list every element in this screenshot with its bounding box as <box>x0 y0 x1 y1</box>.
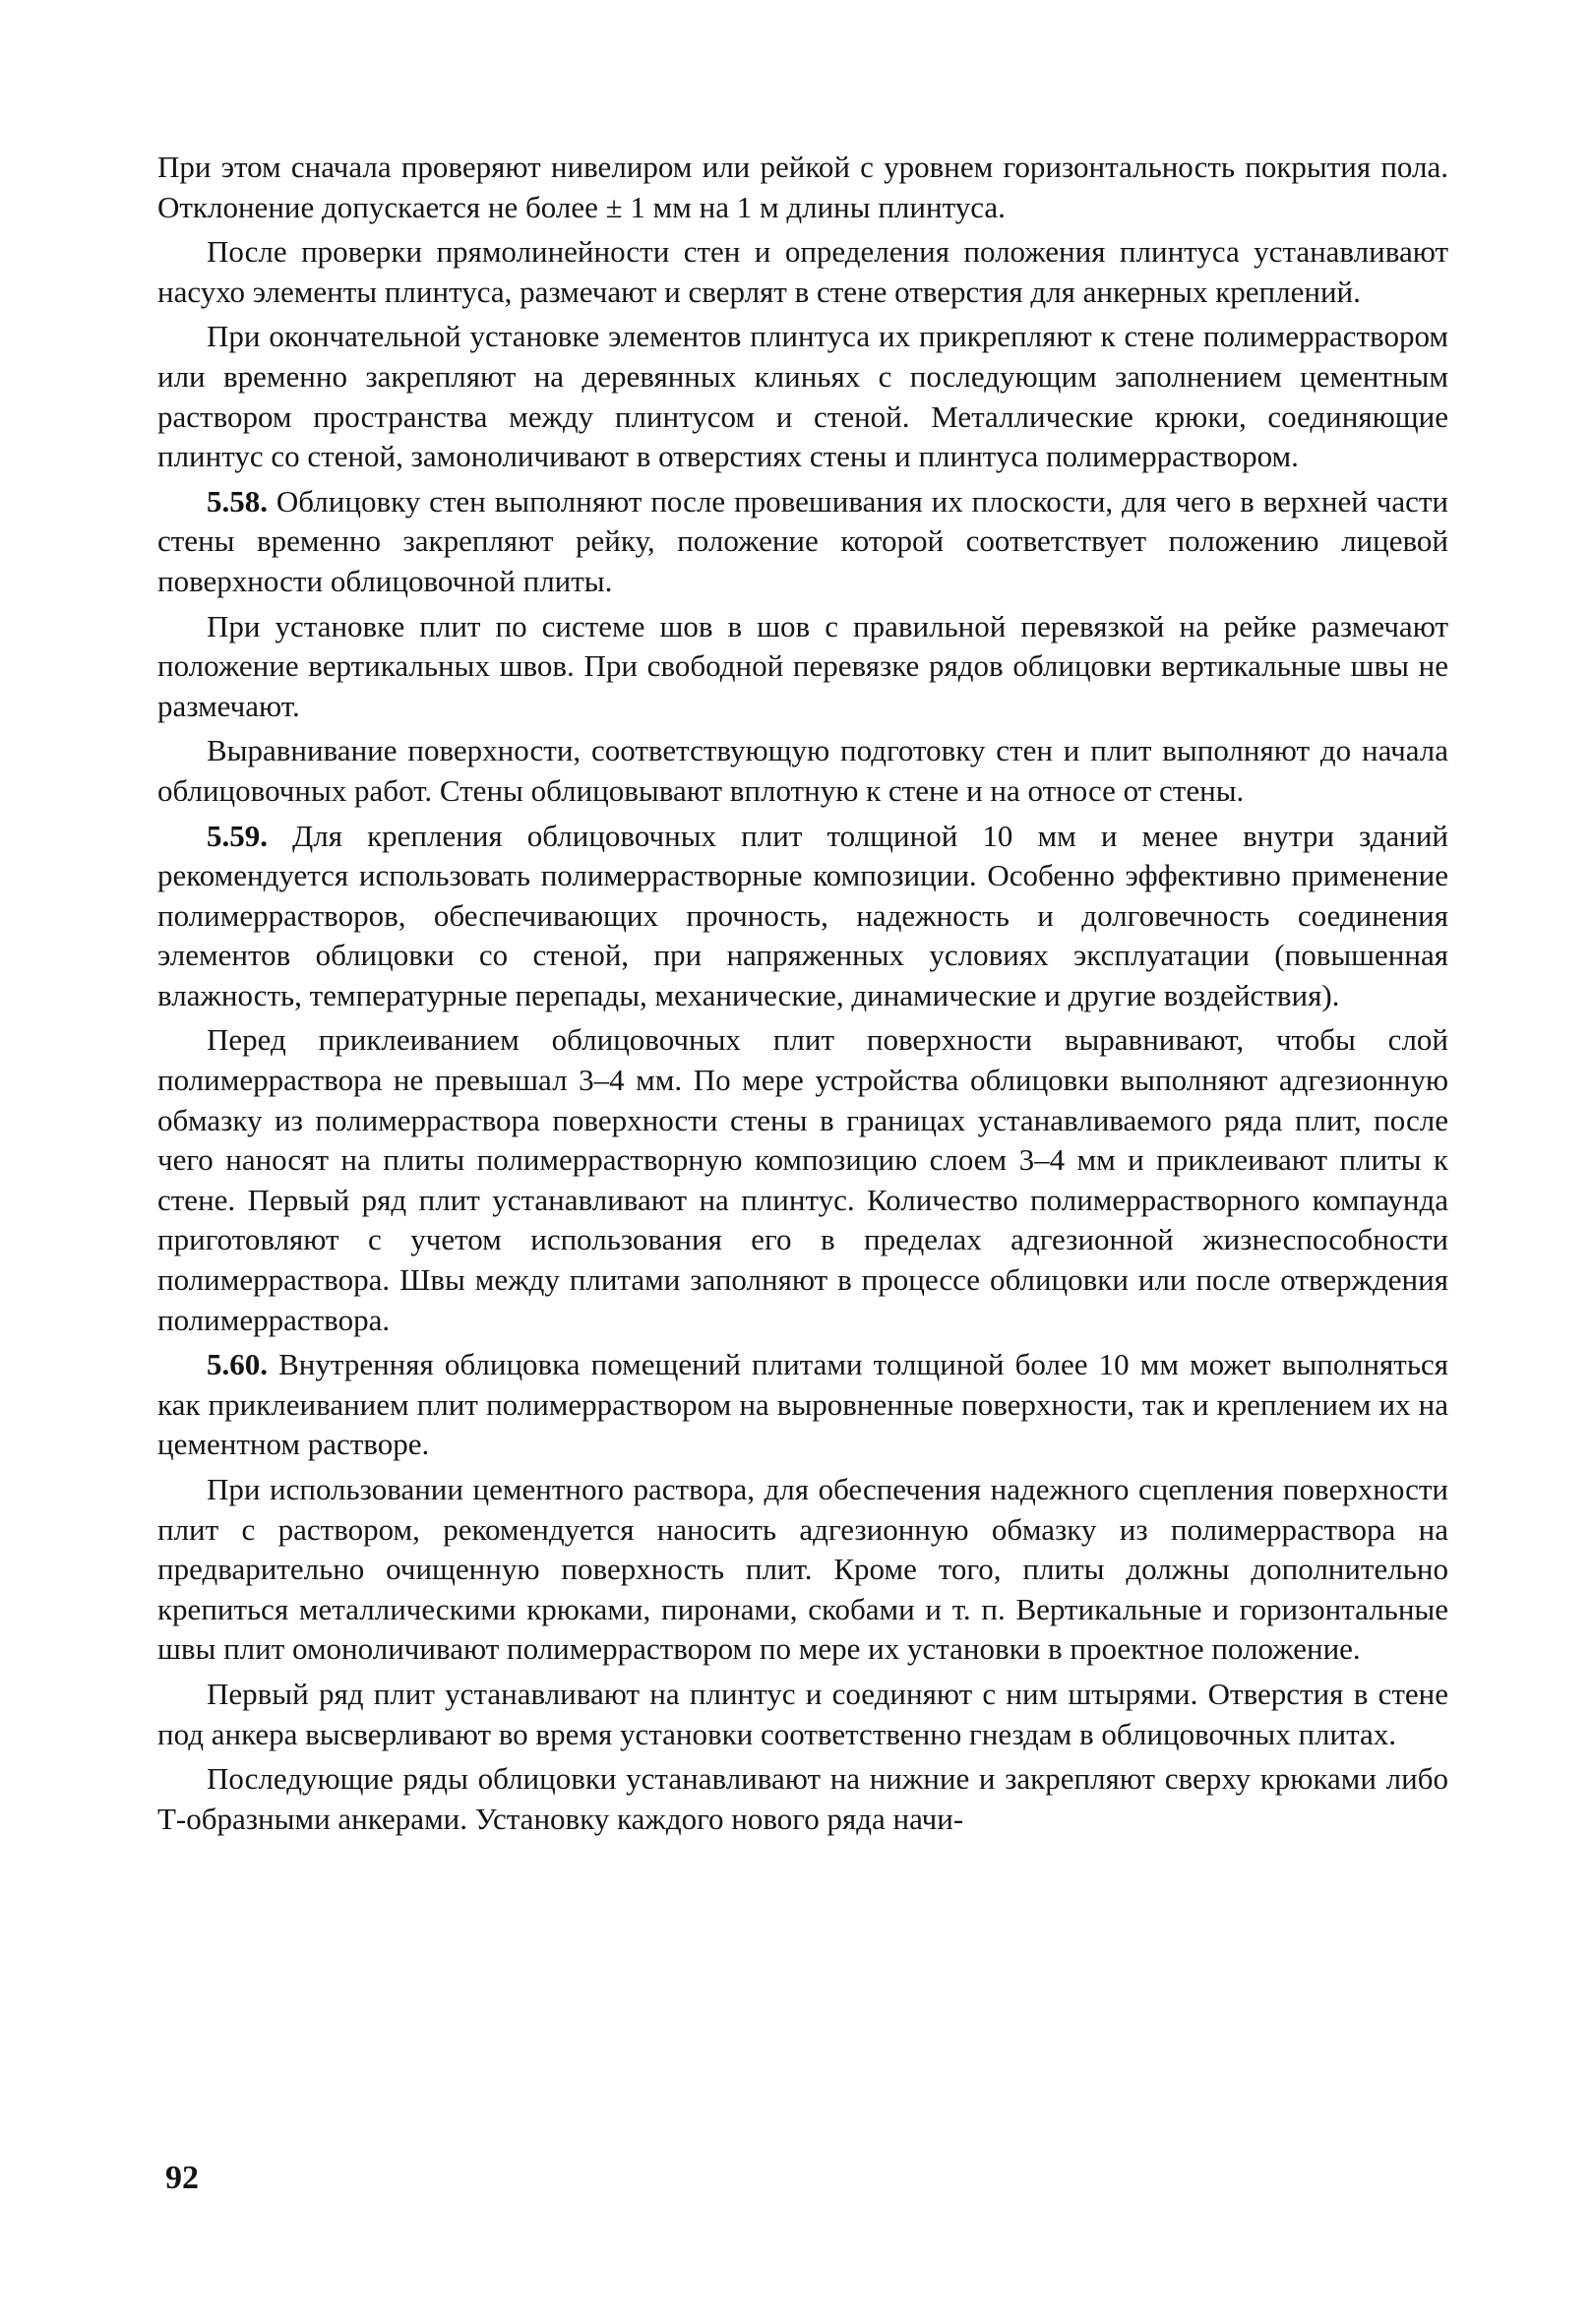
paragraph-text: Облицовку стен выполняют после провешивания их плоскости, для чего в верхней части стены временно закрепляют рейку, положение которой соответствует положению лицевой поверхности облицовочной плиты. <box>157 483 1448 598</box>
paragraph <box>157 607 1448 727</box>
paragraph <box>157 232 1448 312</box>
paragraph-text: При использовании цементного раствора, для обеспечения надежного сцепления поверхности плит с раствором, рекомендуется наносить адгезионную обмазку из полимерраствора на предварительно очищенную поверхность плит. Кроме того, плиты должны дополнительно крепиться металлическими крюками, пиронами, скобами и т. п. Вертикальные и горизонтальные швы плит омоноличивают полимерраствором по мере их установки в проектное положение. <box>157 1472 1448 1667</box>
paragraph <box>157 1470 1448 1670</box>
paragraph-text: Последующие ряды облицовки устанавливают на нижние и закрепляют сверху крюками либо Т-образными анкерами. Установку каждого нового ряда начи- <box>157 1761 1448 1836</box>
paragraph-text: Выравнивание поверхности, соответствующую подготовку стен и плит выполняют до начала облицовочных работ. Стены облицовывают вплотную к стене и на относе от стены. <box>157 733 1448 808</box>
section-number: 5.59. <box>207 818 268 853</box>
section-number: 5.58. <box>207 483 268 519</box>
paragraph <box>157 317 1448 476</box>
page-body <box>157 148 1448 1844</box>
paragraph <box>157 817 1448 1016</box>
paragraph <box>157 148 1448 227</box>
paragraph <box>157 731 1448 811</box>
paragraph-text: При окончательной установке элементов плинтуса их прикрепляют к стене полимерраствором или временно закрепляют на деревянных клиньях с последующим заполнением цементным раствором пространства между плинтусом и стеной. Металлические крюки, соединяющие плинтус со стеной, замоноличивают в отверстиях стены и плинтуса полимерраствором. <box>157 319 1448 474</box>
page-number: 92 <box>165 2160 199 2196</box>
paragraph <box>157 482 1448 602</box>
paragraph <box>157 1759 1448 1839</box>
paragraph <box>157 1345 1448 1465</box>
paragraph-text: После проверки прямолинейности стен и определения положения плинтуса устанавливают насухо элементы плинтуса, размечают и сверлят в стене отверстия для анкерных креплений. <box>157 234 1448 309</box>
paragraph-text: Внутренняя облицовка помещений плитами толщиной более 10 мм может выполняться как приклеиванием плит полимерраствором на выровненные поверхности, так и креплением их на цементном растворе. <box>157 1347 1448 1462</box>
paragraph <box>157 1020 1448 1340</box>
section-number: 5.60. <box>207 1347 268 1382</box>
paragraph-text: При этом сначала проверяют нивелиром или рейкой с уровнем горизонтальность покрытия пола. Отклонение допускается не более ± 1 мм на 1 м длины плинтуса. <box>157 150 1448 224</box>
paragraph-text: Для крепления облицовочных плит толщиной 10 мм и менее внутри зданий рекомендуется использовать полимеррастворные композиции. Особенно эффективно применение полимеррастворов, обеспечивающих прочность, надежность и долговечность соединения элементов облицовки со стеной, при напряженных условиях эксплуатации (повышенная влажность, температурные перепады, механические, динамические и другие воздействия). <box>157 818 1448 1012</box>
paragraph-text: Первый ряд плит устанавливают на плинтус и соединяют с ним штырями. Отверстия в стене под анкера высверливают во время установки соответственно гнездам в облицовочных плитах. <box>157 1676 1448 1751</box>
paragraph-text: Перед приклеиванием облицовочных плит поверхности выравнивают, чтобы слой полимерраствора не превышал 3–4 мм. По мере устройства облицовки выполняют адгезионную обмазку из полимерраствора поверхности стены в границах устанавливаемого ряда плит, после чего наносят на плиты полимеррастворную композицию слоем 3–4 мм и приклеивают плиты к стене. Первый ряд плит устанавливают на плинтус. Количество полимеррастворного компаунда приготовляют с учетом использования его в пределах адгезионной жизнеспособности полимерраствора. Швы между плитами заполняют в процессе облицовки или после отверждения полимерраствора. <box>157 1022 1448 1337</box>
paragraph-text: При установке плит по системе шов в шов с правильной перевязкой на рейке размечают положение вертикальных швов. При свободной перевязке рядов облицовки вертикальные швы не размечают. <box>157 608 1448 723</box>
paragraph <box>157 1675 1448 1754</box>
